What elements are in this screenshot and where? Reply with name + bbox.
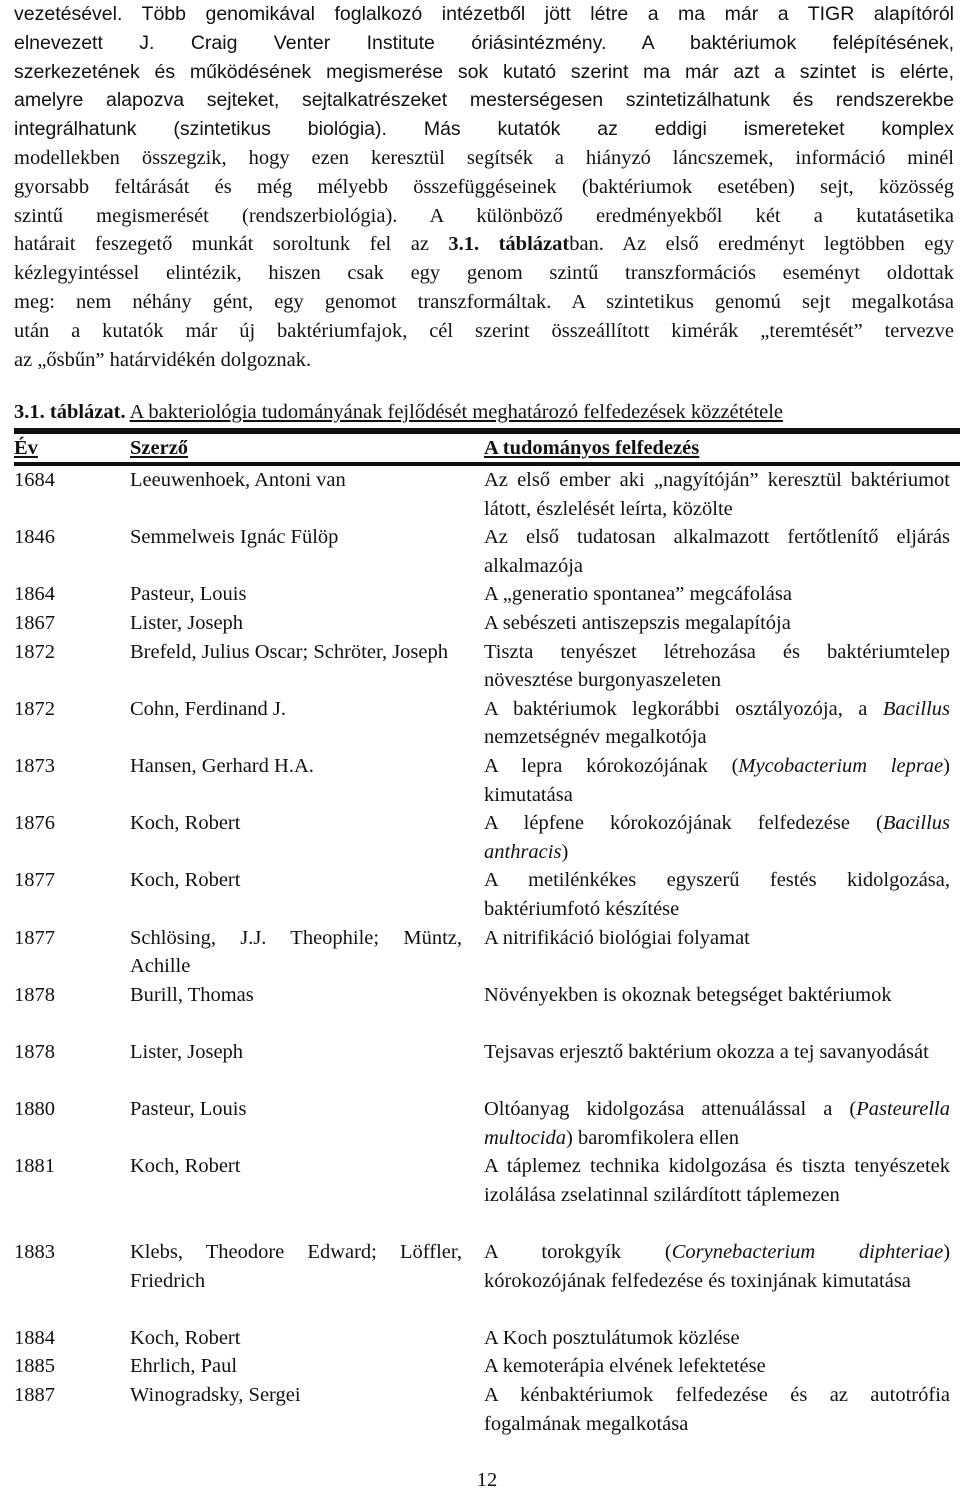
cell-discovery: A metilénkékes egyszerű festés kidolgozása, baktériumfotó készítése [484, 869, 950, 920]
intro-line [14, 115, 954, 144]
document-page [14, 0, 954, 1491]
header-year: Év [14, 437, 38, 459]
cell-author: Lister, Joseph [130, 611, 244, 634]
table-row [14, 924, 960, 981]
cell-year: 1880 [14, 1098, 55, 1121]
intro-line: után a kutatók már új baktériumfajok, cél szerint összeállított kimérák „teremtését” tervezve [14, 319, 954, 342]
table-header-row [14, 434, 960, 462]
cell-year: 1864 [14, 583, 55, 606]
cell-author: Koch, Robert [130, 1155, 241, 1178]
discovery-text: A lepra kórokozójának ( [484, 754, 739, 777]
species-name: Pasteurella multocida [484, 1098, 950, 1149]
table-caption-text: A bakteriológia tudományának fejlődését meghatározó felfedezések közzététele [129, 401, 784, 423]
cell-author: Semmelweis Ignác Fülöp [130, 526, 339, 549]
table-reference: 3.1. táblázat [448, 233, 570, 256]
discovery-text: A lépfene kórokozójának felfedezése ( [484, 812, 883, 835]
cell-discovery: Az első tudatosan alkalmazott fertőtlenítő eljárás alkalmazója [484, 526, 950, 577]
species-name: Bacillus [882, 697, 950, 720]
cell-year: 1684 [14, 469, 55, 491]
table-row [14, 1324, 960, 1353]
cell-discovery: A kemoterápia elvének lefektetése [484, 1355, 766, 1378]
cell-author: Lister, Joseph [130, 1040, 244, 1063]
intro-line: gyorsabb feltárását és még mélyebb összefüggéseinek (baktériumok esetében) sejt, közösség [14, 175, 954, 198]
cell-year: 1878 [14, 983, 55, 1006]
cell-author: Ehrlich, Paul [130, 1355, 238, 1378]
cell-discovery: A „generatio spontanea” megcáfolása [484, 583, 792, 606]
cell-year: 1867 [14, 611, 55, 634]
intro-line [14, 230, 954, 259]
cell-year: 1883 [14, 1241, 55, 1264]
cell-discovery: Tejsavas erjesztő baktérium okozza a tej savanyodását [484, 1040, 929, 1063]
cell-author: Cohn, Ferdinand J. [130, 697, 287, 720]
cell-discovery: A kénbaktériumok felfedezése és az autotrófia fogalmának megalkotása [484, 1384, 950, 1435]
cell-year: 1877 [14, 926, 55, 949]
cell-discovery: A sebészeti antiszepszis megalapítója [484, 611, 791, 634]
table-caption [14, 398, 954, 426]
cell-discovery: Tiszta tenyészet létrehozása és baktériumtelep növesztése burgonyaszeleten [484, 640, 950, 692]
cell-author: Winogradsky, Sergei [130, 1384, 301, 1407]
intro-line: vezetésével. Több genomikával foglalkozó intézetből jött létre a ma már a TIGR alapítóról [14, 3, 954, 25]
intro-segment: integrálhatunk (szintetikus biológia). [14, 118, 387, 141]
intro-paragraph [14, 0, 954, 374]
cell-year: 1878 [14, 1040, 55, 1063]
discovery-text: ) kimutatása [484, 754, 950, 806]
table-row [14, 752, 960, 809]
table-row [14, 981, 960, 1038]
discovery-text: ) baromfikolera ellen [566, 1126, 740, 1149]
intro-line: kézlegyintéssel elintézik, hiszen csak egy genom szintű transzformációs eseményt oldottak [14, 262, 954, 285]
intro-line: amelyre alapozva sejteket, sejtalkatrészeket mesterségesen szintetizálhatunk és rendszerekbe [14, 89, 954, 112]
cell-author: Pasteur, Louis [130, 1098, 247, 1121]
discovery-text: ) kórokozójának felfedezése és toxinjának kimutatása [484, 1241, 951, 1292]
cell-author: Brefeld, Julius Oscar; Schröter, Joseph [130, 640, 449, 663]
cell-year: 1887 [14, 1384, 55, 1407]
discovery-text: ) [561, 840, 569, 863]
table-row [14, 866, 960, 923]
cell-discovery: A nitrifikáció biológiai folyamat [484, 926, 750, 949]
table-row [14, 1038, 960, 1095]
table-row [14, 809, 960, 866]
cell-author: Klebs, Theodore Edward; Löffler, Friedrich [130, 1241, 462, 1292]
header-author: Szerző [130, 437, 189, 459]
cell-year: 1881 [14, 1155, 55, 1178]
cell-author: Koch, Robert [130, 812, 241, 835]
cell-author: Burill, Thomas [130, 983, 254, 1006]
cell-author: Leeuwenhoek, Antoni van [130, 469, 346, 491]
table-row [14, 1238, 960, 1324]
species-name: Mycobacterium leprae [738, 754, 944, 777]
cell-discovery [484, 809, 950, 866]
table-row [14, 1095, 960, 1152]
cell-year: 1884 [14, 1326, 55, 1349]
table-row [14, 1352, 960, 1381]
species-name: Corynebacterium diphteriae [671, 1241, 944, 1264]
discovery-text: A baktériumok legkorábbi osztályozója, a [484, 697, 883, 720]
intro-line: elnevezett J. Craig Venter Institute óriásintézmény. A baktériumok felépítésének, [14, 31, 954, 54]
header-discovery: A tudományos felfedezés [484, 437, 700, 459]
table-row [14, 523, 960, 580]
cell-discovery [484, 752, 950, 809]
table-row [14, 695, 960, 752]
table-caption-label: 3.1. táblázat. [14, 401, 126, 423]
table-row [14, 1152, 960, 1238]
page-number: 12 [476, 1469, 498, 1491]
table-row [14, 609, 960, 638]
table-row [14, 638, 960, 695]
cell-author: Koch, Robert [130, 1326, 241, 1349]
cell-year: 1877 [14, 869, 55, 892]
intro-line: szintű megismerését (rendszerbiológia). A különböző eredményekből két a kutatásetika [14, 204, 954, 227]
cell-author: Schlösing, J.J. Theophile; Müntz, Achille [130, 926, 462, 978]
cell-discovery [484, 1238, 950, 1295]
intro-segment: Más kutatók az eddigi ismereteket komplex [423, 118, 954, 141]
table-row [14, 580, 960, 609]
table-row [14, 466, 960, 523]
cell-year: 1873 [14, 754, 55, 777]
table-body [14, 466, 960, 1438]
intro-line: modellekben összegzik, hogy ezen keresztül segítsék a hiányzó láncszemek, információ minél [14, 146, 954, 169]
cell-year: 1876 [14, 812, 55, 835]
intro-line: szerkezetének és működésének megismerése sok kutató szerint ma már azt a szintet is elérte, [14, 60, 954, 83]
discovery-text: A torokgyík ( [484, 1241, 672, 1264]
intro-segment: határait feszegető munkát soroltunk fel az [14, 233, 449, 256]
cell-discovery [484, 1095, 950, 1152]
cell-author: Koch, Robert [130, 869, 241, 892]
cell-year: 1885 [14, 1355, 55, 1378]
intro-segment: Az első eredményt legtöbben egy [603, 233, 954, 256]
intro-segment: ban. [569, 233, 604, 256]
cell-year: 1846 [14, 526, 55, 549]
cell-author: Pasteur, Louis [130, 583, 247, 606]
table-row [14, 1381, 960, 1438]
species-name: Bacillus anthracis [484, 812, 950, 863]
discovery-text: nemzetségnév megalkotója [484, 726, 707, 749]
cell-discovery: Az első ember aki „nagyítóján” keresztül baktériumot látott, észlelését leírta, közölte [484, 469, 950, 520]
cell-year: 1872 [14, 640, 55, 663]
cell-discovery: Növényekben is okoznak betegséget baktériumok [484, 983, 892, 1006]
cell-year: 1872 [14, 697, 55, 720]
cell-author: Hansen, Gerhard H.A. [130, 754, 314, 777]
intro-line: az „ősbűn” határvidékén dolgoznak. [14, 348, 312, 371]
cell-discovery: A Koch posztulátumok közlése [484, 1326, 740, 1349]
cell-discovery [484, 695, 950, 752]
intro-line: meg: nem néhány gént, egy genomot transzformáltak. A szintetikus genomú sejt megalkotása [14, 290, 954, 313]
discovery-text: Oltóanyag kidolgozása attenuálással a ( [484, 1098, 857, 1121]
cell-discovery: A táplemez technika kidolgozása és tiszta tenyészetek izolálása zselatinnal szilárdított táplemezen [484, 1155, 950, 1206]
